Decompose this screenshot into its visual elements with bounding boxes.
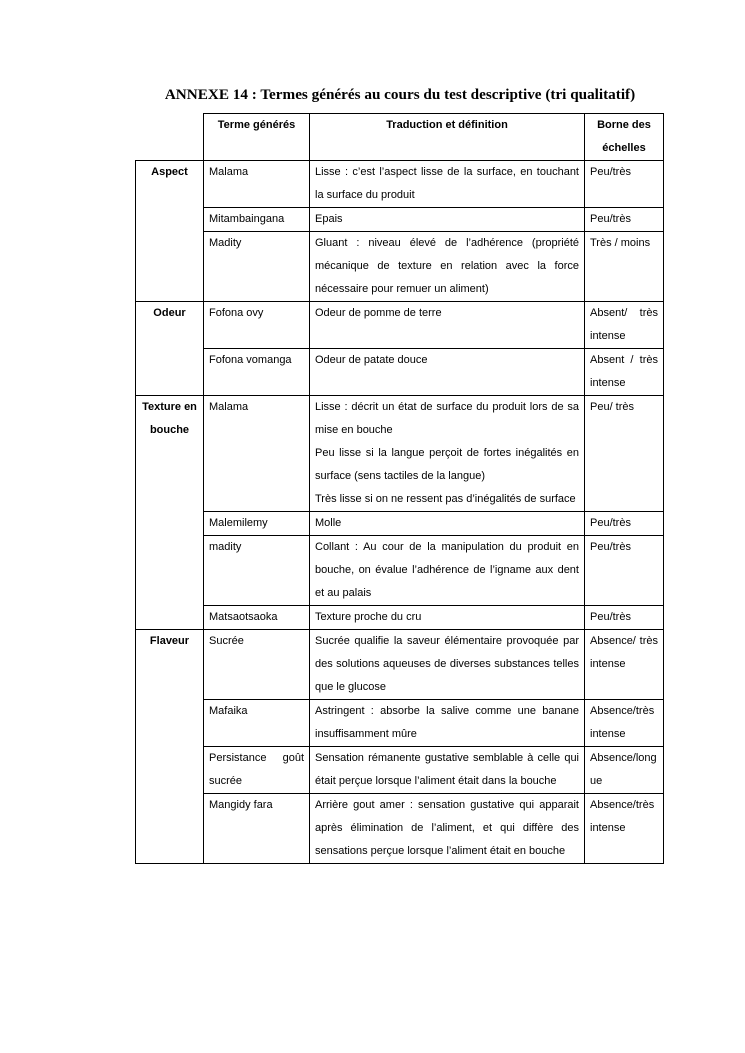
term-cell: madity (204, 536, 310, 606)
header-blank-cell (136, 114, 204, 161)
scale-cell: Absence/très intense (585, 700, 664, 747)
terms-table (135, 113, 664, 864)
definition-cell (310, 700, 585, 747)
term-cell: Mitambaingana (204, 208, 310, 232)
definition-cell (310, 349, 585, 396)
page-title: ANNEXE 14 : Termes générés au cours du test descriptive (tri qualitatif) (164, 86, 636, 103)
definition-paragraph: Texture proche du cru (315, 611, 422, 623)
scale-cell: Absence/longue (585, 747, 664, 794)
definition-paragraph: Epais (315, 213, 343, 225)
definition-cell (310, 396, 585, 512)
term-cell: Malama (204, 396, 310, 512)
term-cell: Sucrée (204, 630, 310, 700)
header-term: Terme générés (204, 114, 310, 161)
scale-cell: Absent/ très intense (585, 302, 664, 349)
table-row (136, 747, 664, 794)
scale-cell: Peu/très (585, 161, 664, 208)
definition-cell (310, 747, 585, 794)
table-row (136, 349, 664, 396)
definition-cell (310, 512, 585, 536)
scale-cell: Absent / très intense (585, 349, 664, 396)
term-cell: Fofona vomanga (204, 349, 310, 396)
definition-cell (310, 302, 585, 349)
category-cell: Aspect (136, 161, 204, 302)
scale-cell: Peu/ très (585, 396, 664, 512)
scale-cell: Très / moins (585, 232, 664, 302)
definition-cell (310, 161, 585, 208)
scale-cell: Peu/très (585, 208, 664, 232)
category-cell: Texture en bouche (136, 396, 204, 630)
definition-cell (310, 536, 585, 606)
table-row (136, 396, 664, 512)
table-body (136, 161, 664, 864)
definition-paragraph: Odeur de patate douce (315, 354, 428, 366)
term-cell: Matsaotsaoka (204, 606, 310, 630)
term-cell: Malemilemy (204, 512, 310, 536)
term-cell: Madity (204, 232, 310, 302)
definition-paragraph: Molle (315, 517, 342, 529)
header-translation: Traduction et définition (310, 114, 585, 161)
table-row (136, 512, 664, 536)
definition-paragraph: Arrière gout amer : sensation gustative qui apparait après élimination de l’aliment, et qui diffère des sensations perçue lorsque l’aliment était en bouche (315, 799, 579, 857)
definition-paragraph: Très lisse si on ne ressent pas d’inégalités de surface (315, 493, 576, 505)
definition-cell (310, 232, 585, 302)
term-cell: Mafaika (204, 700, 310, 747)
table-row (136, 161, 664, 208)
definition-cell (310, 630, 585, 700)
term-cell: Fofona ovy (204, 302, 310, 349)
definition-paragraph: Astringent : absorbe la salive comme une banane insuffisamment mûre (315, 705, 579, 740)
definition-paragraph: Sucrée qualifie la saveur élémentaire provoquée par des solutions aqueuses de diverses substances telles que le glucose (315, 635, 579, 693)
definition-paragraph: Odeur de pomme de terre (315, 307, 442, 319)
table-row (136, 700, 664, 747)
scale-cell: Peu/très (585, 606, 664, 630)
term-cell: Persistance goût sucrée (204, 747, 310, 794)
definition-paragraph: Lisse : décrit un état de surface du produit lors de sa mise en bouche (315, 401, 579, 436)
term-cell: Mangidy fara (204, 794, 310, 864)
definition-paragraph: Sensation rémanente gustative semblable à celle qui était perçue lorsque l’aliment était dans la bouche (315, 752, 579, 787)
table-row (136, 606, 664, 630)
scale-cell: Absence/ très intense (585, 630, 664, 700)
definition-paragraph: Peu lisse si la langue perçoit de fortes inégalités en surface (sens tactiles de la langue) (315, 447, 579, 482)
definition-paragraph: Collant : Au cour de la manipulation du produit en bouche, on évalue l’adhérence de l’igname aux dent et au palais (315, 541, 579, 599)
definition-cell (310, 794, 585, 864)
term-cell: Malama (204, 161, 310, 208)
scale-cell: Absence/très intense (585, 794, 664, 864)
table-row (136, 302, 664, 349)
table-row (136, 536, 664, 606)
category-cell: Flaveur (136, 630, 204, 864)
definition-cell (310, 606, 585, 630)
table-row (136, 630, 664, 700)
category-cell: Odeur (136, 302, 204, 396)
scale-cell: Peu/très (585, 512, 664, 536)
scale-cell: Peu/très (585, 536, 664, 606)
table-header-row (136, 114, 664, 161)
definition-paragraph: Lisse : c’est l’aspect lisse de la surface, en touchant la surface du produit (315, 166, 579, 201)
header-scale: Borne des échelles (585, 114, 664, 161)
table-row (136, 794, 664, 864)
definition-paragraph: Gluant : niveau élevé de l’adhérence (propriété mécanique de texture en relation avec la force nécessaire pour remuer un aliment) (315, 237, 579, 295)
table-row (136, 232, 664, 302)
table-row (136, 208, 664, 232)
definition-cell (310, 208, 585, 232)
